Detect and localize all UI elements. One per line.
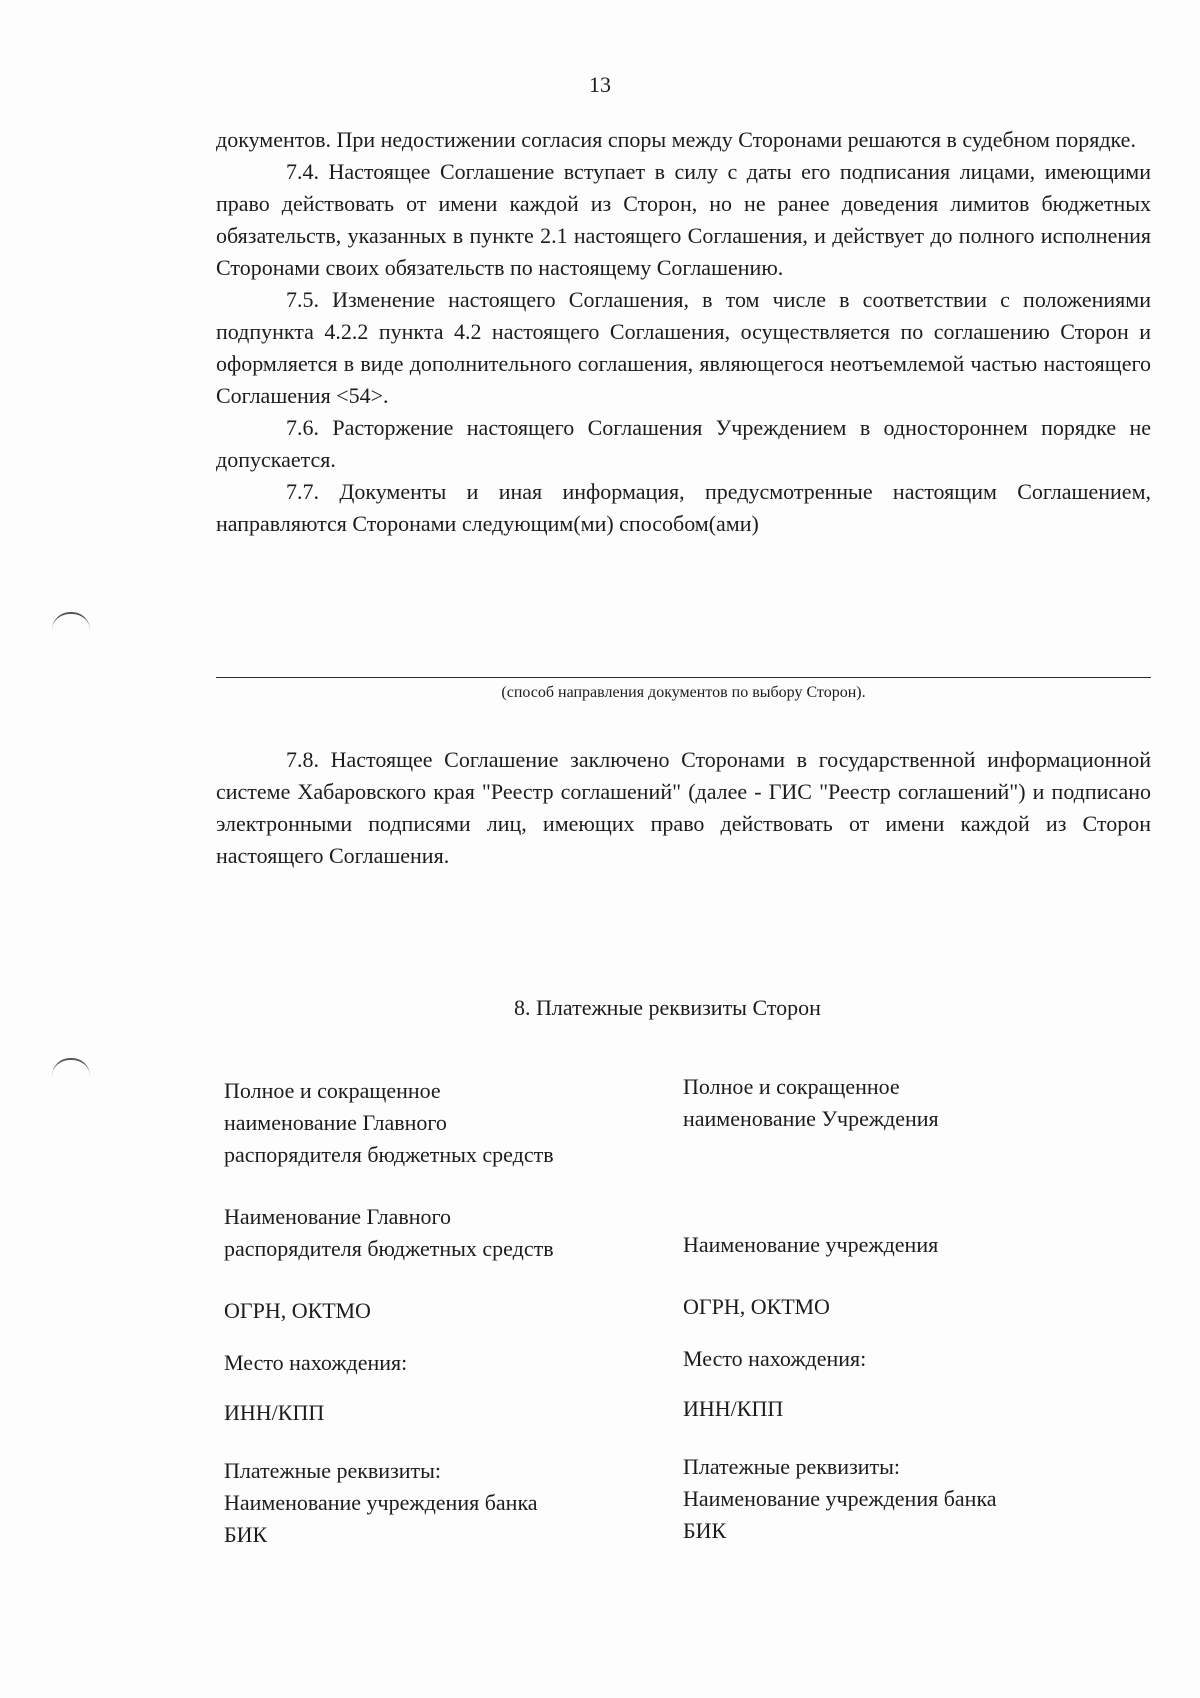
paragraph-7-5: 7.5. Изменение настоящего Соглашения, в том числе в соответствии с положениями подпункта 4.2.2 пункта 4.2 настоящего Соглашения, осуществляется по соглашению Сторон и оформляется в виде дополнительного соглашения, являющегося неотъемлемой частью настоящего Соглашения <54>. bbox=[216, 287, 1151, 408]
right-ogrn-oktmo-label: ОГРН, ОКТМО bbox=[683, 1294, 830, 1319]
left-location-label: Место нахождения: bbox=[224, 1350, 408, 1375]
paragraph-7-6: 7.6. Расторжение настоящего Соглашения Учреждением в одностороннем порядке не допускается. bbox=[216, 415, 1151, 472]
left-payment-requisites-label: Платежные реквизиты: Наименование учреждения банка БИК bbox=[224, 1458, 538, 1547]
right-full-name-label: Полное и сокращенное наименование Учреждения bbox=[683, 1074, 939, 1131]
right-inn-kpp-label: ИНН/КПП bbox=[683, 1396, 784, 1421]
left-name-label: Наименование Главного распорядителя бюджетных средств bbox=[224, 1204, 554, 1261]
clauses-7-continued bbox=[216, 124, 1151, 540]
left-full-name-label: Полное и сокращенное наименование Главного распорядителя бюджетных средств bbox=[224, 1078, 554, 1167]
paragraph-7-3-continuation: документов. При недостижении согласия споры между Сторонами решаются в судебном порядке. bbox=[216, 127, 1136, 152]
binder-hole-mark bbox=[52, 1058, 90, 1076]
paragraph-7-4: 7.4. Настоящее Соглашение вступает в силу с даты его подписания лицами, имеющими право действовать от имени каждой из Сторон, но не ранее доведения лимитов бюджетных обязательств, указанных в пункте 2.1 настоящего Соглашения, и действует до полного исполнения Сторонами своих обязательств по настоящему Соглашению. bbox=[216, 159, 1151, 280]
right-name-label: Наименование учреждения bbox=[683, 1232, 939, 1257]
section-8-heading: 8. Платежные реквизиты Сторон bbox=[514, 995, 821, 1020]
binder-hole-mark bbox=[52, 612, 90, 630]
clause-7-8 bbox=[216, 744, 1151, 872]
right-payment-requisites-label: Платежные реквизиты: Наименование учреждения банка БИК bbox=[683, 1454, 997, 1543]
paragraph-7-8: 7.8. Настоящее Соглашение заключено Сторонами в государственной информационной системе Хабаровского края "Реестр соглашений" (далее - ГИС "Реестр соглашений") и подписано электронными подписями лиц, имеющих право действовать от имени каждой из Сторон настоящего Соглашения. bbox=[216, 747, 1151, 868]
blank-fill-caption: (способ направления документов по выбору Сторон). bbox=[501, 684, 866, 701]
right-location-label: Место нахождения: bbox=[683, 1346, 867, 1371]
left-inn-kpp-label: ИНН/КПП bbox=[224, 1400, 325, 1425]
left-ogrn-oktmo-label: ОГРН, ОКТМО bbox=[224, 1298, 371, 1323]
blank-fill-line bbox=[216, 677, 1151, 678]
paragraph-7-7: 7.7. Документы и иная информация, предусмотренные настоящим Соглашением, направляются Сторонами следующим(ми) способом(ами) bbox=[216, 479, 1151, 536]
page-number: 13 bbox=[589, 72, 611, 97]
